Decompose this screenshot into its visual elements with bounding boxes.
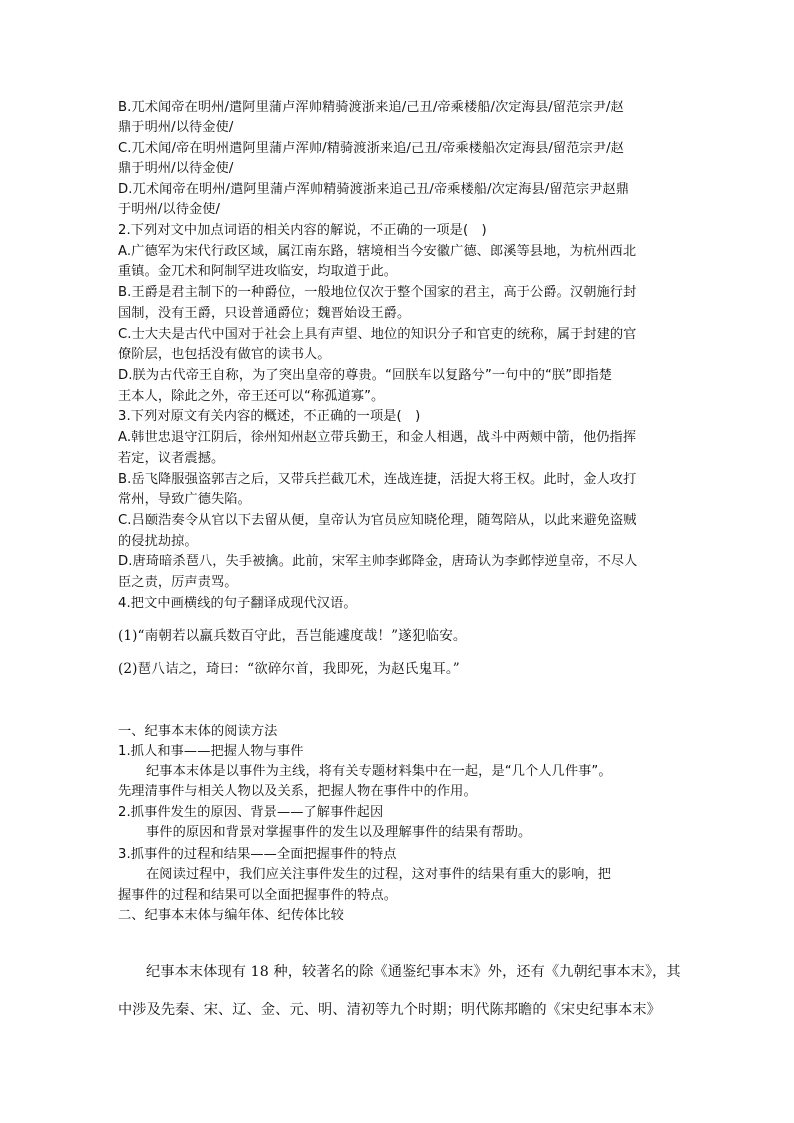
q2-option-c-line2: 僚阶层，也包括没有做官的读书人。: [118, 347, 331, 362]
q3-option-b-line2: 常州，导致广德失陷。: [118, 492, 251, 507]
method-point-1-title: 1.抓人和事——把握人物与事件: [118, 744, 304, 759]
section-heading-method: 一、纪事本末体的阅读方法: [118, 724, 278, 739]
q2-option-a-line1: A.广德军为宋代行政区域，属江南东路，辖境相当今安徽广德、郎溪等县地，为杭州西北: [118, 244, 637, 259]
q3-option-d-line1: D.唐琦暗杀琶八，失手被擒。此前，宋军主帅李邺降金，唐琦认为李邺悖逆皇帝，不尽人: [118, 554, 638, 569]
q2-option-d-line2: 王本人，除此之外，帝王还可以“称孤道寡”。: [118, 389, 385, 404]
method-point-2-body: 事件的原因和背景对掌握事件的发生以及理解事件的结果有帮助。: [146, 825, 532, 840]
q3-option-b-line1: B.岳飞降服强盗郭吉之后，又带兵拦截兀术，连战连捷，活捉大将王权。此时，金人攻打: [118, 472, 637, 487]
q1-option-c-line1: C.兀术闻/帝在明州遣阿里蒲卢浑帅/精骑渡浙来追/己丑/帝乘楼船次定海县/留范宗尹/赵: [118, 141, 624, 156]
q3-option-a-line1: A.韩世忠退守江阴后，徐州知州赵立带兵勤王，和金人相遇，战斗中两颊中箭，他仍指挥: [118, 430, 637, 445]
method-point-3-title: 3.抓事件的过程和结果——全面把握事件的特点: [118, 847, 397, 862]
q3-option-c-line1: C.吕颐浩奏令从官以下去留从便，皇帝认为官员应知晓伦理，随驾陪从，以此来避免盗贼: [118, 513, 637, 528]
q2-option-a-line2: 重镇。金兀术和阿制罕进攻临安，均取道于此。: [118, 264, 398, 279]
intro-paragraph-line1: 纪事本末体现有 18 种，较著名的除《通鉴纪事本末》外，还有《九朝纪事本末》，其: [146, 964, 681, 980]
method-point-1-body-line1: 纪事本末体是以事件为主线，将有关专题材料集中在一起，是“几个人几件事”。: [146, 764, 612, 779]
q2-option-b-line2: 国制，没有王爵，只设普通爵位；魏晋始设王爵。: [118, 306, 411, 321]
q3-stem: 3.下列对原文有关内容的概述，不正确的一项是( ): [118, 409, 421, 424]
q1-option-d-line1: D.兀术闻帝在明州/遣阿里蒲卢浑帅精骑渡浙来追己丑/帝乘楼船/次定海县/留范宗尹赵鼎: [118, 182, 630, 197]
q4-stem: 4.把文中画横线的句子翻译成现代汉语。: [118, 596, 357, 611]
q3-option-c-line2: 的侵扰劫掠。: [118, 534, 198, 549]
method-point-1-body-line2: 先理清事件与相关人物以及关系，把握人物在事件中的作用。: [118, 784, 477, 799]
q1-option-b-line2: 鼎于明州/以待金使/: [118, 120, 234, 135]
method-point-2-title: 2.抓事件发生的原因、背景——了解事件起因: [118, 805, 384, 820]
q2-option-c-line1: C.士大夫是古代中国对于社会上具有声望、地位的知识分子和官吏的统称，属于封建的官: [118, 327, 637, 342]
q2-option-b-line1: B.王爵是君主制下的一种爵位，一般地位仅次于整个国家的君主，高于公爵。汉朝施行封: [118, 285, 637, 300]
q3-option-d-line2: 臣之责，厉声责骂。: [118, 575, 238, 590]
q1-option-b-line1: B.兀术闻帝在明州/遣阿里蒲卢浑帅精骑渡浙来追/己丑/帝乘楼船/次定海县/留范宗尹/赵: [118, 100, 624, 115]
q2-option-d-line1: D.朕为古代帝王自称，为了突出皇帝的尊贵。“回朕车以复路兮”一句中的“朕”即指楚: [118, 368, 613, 383]
q4-item-2: (2)琶八诘之，琦曰：“欲碎尔首，我即死，为赵氏鬼耳。”: [118, 661, 460, 677]
q4-item-1: (1)“南朝若以羸兵数百守此，吾岂能遽度哉！”遂犯临安。: [118, 628, 467, 644]
intro-paragraph-line2: 中涉及先秦、宋、辽、金、元、明、清初等九个时期；明代陈邦瞻的《宋史纪事本末》: [118, 1002, 661, 1018]
q2-stem: 2.下列对文中加点词语的相关内容的解说，不正确的一项是( ): [118, 223, 487, 238]
section-heading-comparison: 二、纪事本末体与编年体、纪传体比较: [118, 908, 344, 923]
method-point-3-body-line1: 在阅读过程中，我们应关注事件发生的过程，这对事件的结果有重大的影响，把: [146, 867, 612, 882]
q1-option-c-line2: 鼎于明州/以待金使/: [118, 161, 234, 176]
q3-option-a-line2: 若定，议者震撼。: [118, 451, 225, 466]
method-point-3-body-line2: 握事件的过程和结果可以全面把握事件的特点。: [118, 888, 398, 903]
q1-option-d-line2: 于明州/以待金使/: [118, 202, 221, 217]
